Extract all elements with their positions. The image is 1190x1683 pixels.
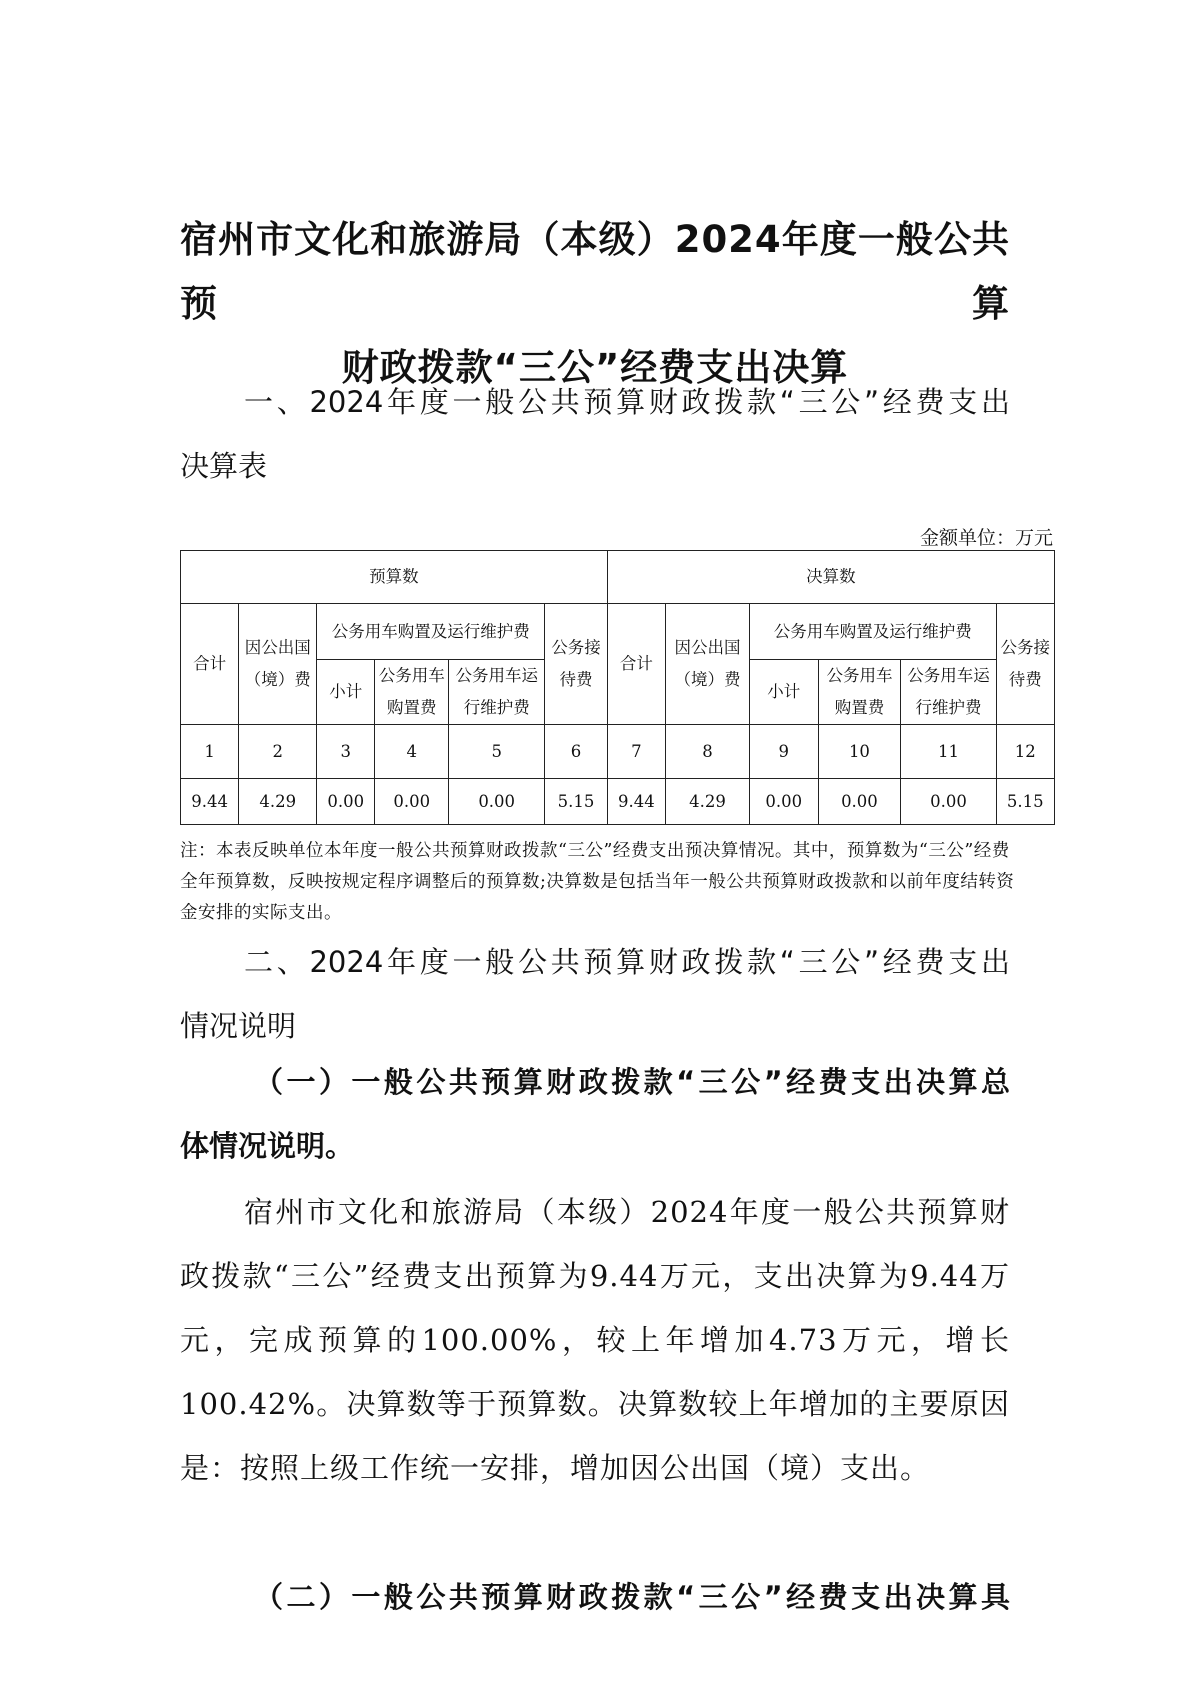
header-abroad: 因公出国（境）费	[666, 604, 750, 725]
header-total: 合计	[607, 604, 665, 725]
column-number-row	[181, 725, 1055, 779]
value-cell: 0.00	[901, 779, 996, 825]
col-number: 1	[181, 725, 239, 779]
header-car-run: 公务用车运行维护费	[449, 660, 545, 725]
value-cell: 9.44	[607, 779, 665, 825]
col-number: 5	[449, 725, 545, 779]
section-2-line-2: 情况说明	[180, 1009, 297, 1043]
body-paragraph: 宿州市文化和旅游局（本级）2024年度一般公共预算财政拨款“三公”经费支出预算为9.44万元，支出决算为9.44万元，完成预算的100.00%，较上年增加4.73万元，增长100.42%。决算数等于预算数。决算数较上年增加的主要原因是：按照上级工作统一安排，增加因公出国（境）支出。	[180, 1195, 1010, 1485]
col-number: 8	[666, 725, 750, 779]
section-1-heading	[180, 370, 1010, 498]
section-1-line-2: 决算表	[180, 449, 268, 483]
col-number: 11	[901, 725, 996, 779]
value-cell: 5.15	[996, 779, 1054, 825]
value-cell: 4.29	[666, 779, 750, 825]
header-car: 公务用车购置及运行维护费	[749, 604, 996, 660]
body-text	[180, 1180, 1010, 1500]
header-abroad: 因公出国（境）费	[239, 604, 317, 725]
three-public-expenses-table	[180, 550, 1055, 825]
col-number: 6	[545, 725, 607, 779]
value-cell: 0.00	[375, 779, 449, 825]
value-row	[181, 779, 1055, 825]
header-car-run: 公务用车运行维护费	[901, 660, 996, 725]
section-2-line-1: 二、2024年度一般公共预算财政拨款“三公”经费支出	[244, 945, 1010, 979]
value-cell: 0.00	[818, 779, 901, 825]
title-line-1: 宿州市文化和旅游局（本级）2024年度一般公共预算	[180, 218, 1010, 325]
subsection-2-line-1: （二）一般公共预算财政拨款“三公”经费支出决算具	[254, 1580, 1010, 1614]
header-car: 公务用车购置及运行维护费	[317, 604, 545, 660]
value-cell: 0.00	[749, 779, 818, 825]
header-budget: 预算数	[181, 551, 608, 604]
header-car-purchase: 公务用车购置费	[818, 660, 901, 725]
header-total: 合计	[181, 604, 239, 725]
header-car-purchase: 公务用车购置费	[375, 660, 449, 725]
section-1-line-1: 一、2024年度一般公共预算财政拨款“三公”经费支出	[244, 385, 1010, 419]
value-cell: 4.29	[239, 779, 317, 825]
col-number: 7	[607, 725, 665, 779]
col-number: 9	[749, 725, 818, 779]
col-number: 3	[317, 725, 375, 779]
header-reception: 公务接待费	[996, 604, 1054, 725]
amount-unit-label: 金额单位：万元	[919, 527, 1053, 549]
table-note: 注：本表反映单位本年度一般公共预算财政拨款“三公”经费支出预决算情况。其中，预算数为“三公”经费全年预算数，反映按规定程序调整后的预算数;决算数是包括当年一般公共预算财政拨款和以前年度结转资金安排的实际支出。	[180, 841, 1015, 923]
col-number: 4	[375, 725, 449, 779]
subsection-1-line-2: 体情况说明。	[180, 1129, 355, 1163]
title-line-2: 财政拨款“三公”经费支出决算	[341, 346, 849, 389]
col-number: 2	[239, 725, 317, 779]
header-reception: 公务接待费	[545, 604, 607, 725]
header-final: 决算数	[607, 551, 1054, 604]
subsection-1-heading	[180, 1050, 1010, 1178]
subsection-1-line-1: （一）一般公共预算财政拨款“三公”经费支出决算总	[254, 1065, 1010, 1099]
value-cell: 9.44	[181, 779, 239, 825]
subsection-2-heading	[180, 1565, 1010, 1629]
value-cell: 0.00	[449, 779, 545, 825]
col-number: 12	[996, 725, 1054, 779]
value-cell: 5.15	[545, 779, 607, 825]
header-subtotal: 小计	[317, 660, 375, 725]
header-subtotal: 小计	[749, 660, 818, 725]
section-2-heading	[180, 930, 1010, 1058]
value-cell: 0.00	[317, 779, 375, 825]
col-number: 10	[818, 725, 901, 779]
